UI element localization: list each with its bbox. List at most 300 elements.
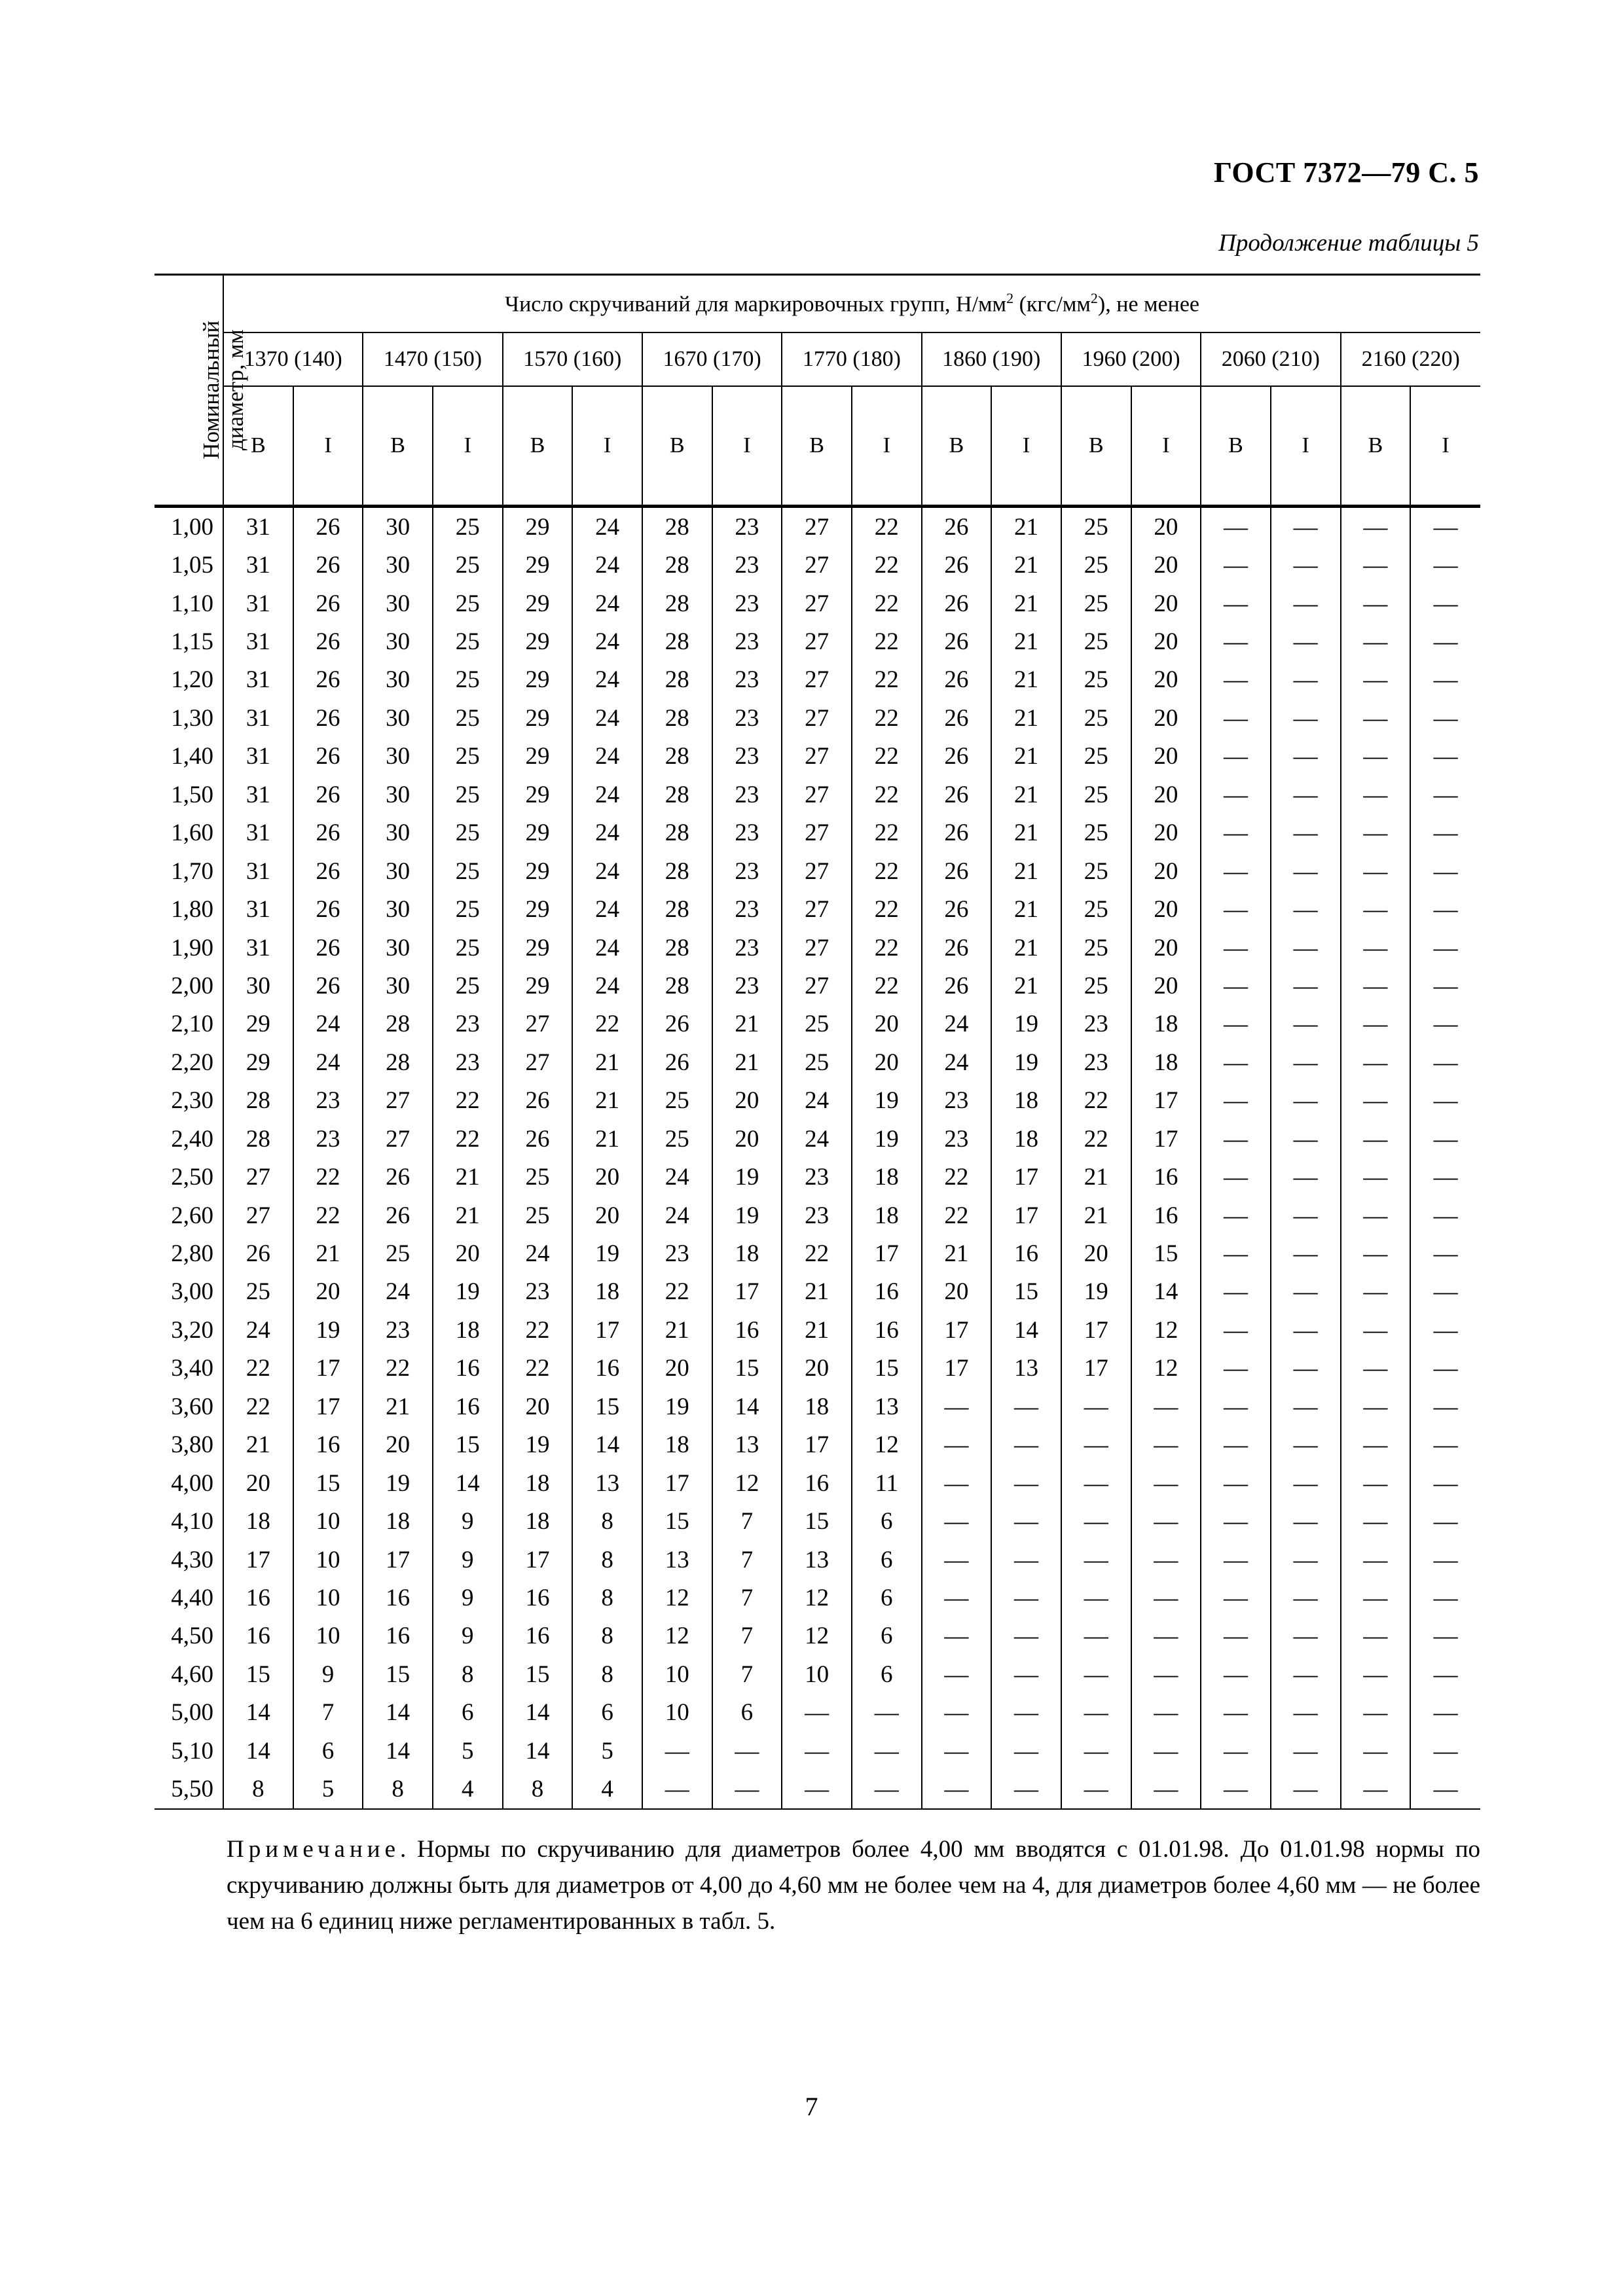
value-cell: 23 <box>712 929 782 967</box>
value-cell: — <box>1271 1770 1341 1808</box>
diameter-cell: 3,80 <box>155 1426 223 1464</box>
value-cell: — <box>1341 1350 1411 1388</box>
value-cell: 16 <box>503 1617 573 1655</box>
group-header <box>223 275 1480 333</box>
table-row <box>155 929 1480 967</box>
value-cell: — <box>1271 546 1341 584</box>
value-cell: — <box>1433 513 1458 541</box>
value-cell: — <box>922 1655 992 1693</box>
value-cell: 25 <box>1061 738 1131 776</box>
value-cell: 20 <box>572 1158 642 1196</box>
value-cell: 28 <box>363 1043 433 1081</box>
value-cell: 31 <box>223 507 293 547</box>
value-cell: 30 <box>363 929 433 967</box>
value-cell: 23 <box>712 699 782 737</box>
group-column-header: 1570 (160) <box>503 332 642 386</box>
table-row <box>155 1426 1480 1464</box>
value-cell: 8 <box>503 1770 573 1808</box>
value-cell: 24 <box>572 584 642 622</box>
group-column-header: 1470 (150) <box>363 332 502 386</box>
value-cell: 6 <box>852 1541 922 1579</box>
value-cell: 20 <box>1131 890 1201 928</box>
value-cell: — <box>1433 1355 1458 1382</box>
document-code: ГОСТ 7372—79 С. 5 <box>1213 156 1479 188</box>
diameter-cell: 4,60 <box>155 1655 223 1693</box>
value-cell: 13 <box>642 1541 712 1579</box>
value-cell: 26 <box>293 661 363 699</box>
value-cell: — <box>1201 1579 1271 1617</box>
diameter-cell: 2,30 <box>155 1082 223 1120</box>
diameter-cell: 3,20 <box>155 1311 223 1349</box>
value-cell: 21 <box>991 507 1061 547</box>
value-cell: 23 <box>712 852 782 890</box>
table-row <box>155 1502 1480 1540</box>
value-cell: 10 <box>782 1655 852 1693</box>
value-cell: 20 <box>852 1043 922 1081</box>
diameter-cell: 4,40 <box>155 1579 223 1617</box>
value-cell: 25 <box>1061 967 1131 1005</box>
diameter-cell: 4,00 <box>155 1464 223 1502</box>
value-cell: — <box>991 1732 1061 1770</box>
value-cell: — <box>1061 1694 1131 1732</box>
diameter-cell: 5,50 <box>155 1770 223 1808</box>
value-cell: — <box>991 1617 1061 1655</box>
value-cell: 27 <box>782 776 852 814</box>
value-cell: — <box>1061 1617 1131 1655</box>
value-cell: 26 <box>503 1082 573 1120</box>
value-cell: 24 <box>572 738 642 776</box>
value-cell: — <box>1131 1732 1201 1770</box>
value-cell: 19 <box>1061 1273 1131 1311</box>
value-cell: — <box>1433 896 1458 924</box>
value-cell: 26 <box>922 584 992 622</box>
value-cell: 20 <box>1131 776 1201 814</box>
value-cell: 12 <box>1131 1350 1201 1388</box>
value-cell: 25 <box>782 1043 852 1081</box>
value-cell: — <box>1061 1732 1131 1770</box>
value-cell: — <box>1271 1120 1341 1158</box>
value-cell: — <box>1271 1350 1341 1388</box>
table-row <box>155 507 1480 547</box>
value-cell: 6 <box>433 1694 503 1732</box>
value-cell: 23 <box>712 967 782 1005</box>
value-cell: 12 <box>642 1617 712 1655</box>
value-cell: — <box>1201 622 1271 660</box>
diameter-cell: 3,60 <box>155 1388 223 1426</box>
value-cell: 22 <box>852 929 922 967</box>
value-cell: — <box>1271 1617 1341 1655</box>
diameter-cell: 1,20 <box>155 661 223 699</box>
value-cell: 21 <box>991 890 1061 928</box>
table-row <box>155 1694 1480 1732</box>
value-cell: 30 <box>363 890 433 928</box>
value-cell: 29 <box>503 890 573 928</box>
value-cell: — <box>1271 661 1341 699</box>
group-column-header: 2160 (220) <box>1341 332 1481 386</box>
value-cell: 24 <box>642 1196 712 1234</box>
value-cell: 18 <box>433 1311 503 1349</box>
value-cell: 18 <box>712 1234 782 1272</box>
value-cell: 10 <box>293 1541 363 1579</box>
value-cell: 24 <box>572 661 642 699</box>
value-cell: 23 <box>712 776 782 814</box>
value-cell: 10 <box>293 1502 363 1540</box>
value-cell: 19 <box>363 1464 433 1502</box>
value-cell: — <box>1201 776 1271 814</box>
value-cell: 23 <box>712 622 782 660</box>
value-cell: 21 <box>782 1273 852 1311</box>
value-cell: 27 <box>782 929 852 967</box>
value-cell: — <box>1341 776 1411 814</box>
value-cell: 16 <box>572 1350 642 1388</box>
value-cell: 19 <box>991 1043 1061 1081</box>
value-cell: 12 <box>782 1617 852 1655</box>
table-row <box>155 546 1480 584</box>
value-cell: 28 <box>642 929 712 967</box>
value-cell: 24 <box>223 1311 293 1349</box>
value-cell: 25 <box>433 776 503 814</box>
value-cell: — <box>1201 1234 1271 1272</box>
value-cell: 24 <box>572 967 642 1005</box>
table-row <box>155 967 1480 1005</box>
value-cell: — <box>1341 1502 1411 1540</box>
value-cell: 25 <box>503 1196 573 1234</box>
value-cell: 16 <box>712 1311 782 1349</box>
value-cell: — <box>1341 929 1411 967</box>
value-cell: 29 <box>503 967 573 1005</box>
superscript: 2 <box>1090 290 1098 307</box>
value-cell: 28 <box>642 776 712 814</box>
value-cell: 26 <box>642 1005 712 1043</box>
value-cell: 27 <box>503 1043 573 1081</box>
value-cell: — <box>1433 857 1458 885</box>
value-cell: — <box>1433 1316 1458 1344</box>
value-cell: — <box>922 1694 992 1732</box>
diameter-cell: 1,70 <box>155 852 223 890</box>
value-cell: 31 <box>223 852 293 890</box>
value-cell: — <box>1433 666 1458 694</box>
value-cell: — <box>991 1541 1061 1579</box>
value-cell: 20 <box>642 1350 712 1388</box>
value-cell: 14 <box>363 1732 433 1770</box>
value-cell: 26 <box>293 776 363 814</box>
diameter-cell: 3,40 <box>155 1350 223 1388</box>
page-number: 7 <box>805 2092 818 2121</box>
value-cell: 20 <box>1131 661 1201 699</box>
value-cell: 31 <box>223 814 293 852</box>
value-cell: — <box>1201 699 1271 737</box>
value-cell: 19 <box>712 1158 782 1196</box>
table-row <box>155 1196 1480 1234</box>
value-cell: 21 <box>433 1196 503 1234</box>
value-cell: 23 <box>293 1120 363 1158</box>
value-cell: — <box>1433 1125 1458 1153</box>
value-cell: 23 <box>922 1082 992 1120</box>
value-cell: — <box>922 1579 992 1617</box>
diameter-cell: 1,50 <box>155 776 223 814</box>
value-cell: 7 <box>712 1579 782 1617</box>
value-cell: 23 <box>1061 1005 1131 1043</box>
value-cell: 25 <box>223 1273 293 1311</box>
value-cell: — <box>1131 1426 1201 1464</box>
value-cell: 26 <box>922 776 992 814</box>
value-cell: 27 <box>782 507 852 547</box>
value-cell: 25 <box>1061 776 1131 814</box>
value-cell: 15 <box>572 1388 642 1426</box>
diameter-cell: 1,10 <box>155 584 223 622</box>
value-cell: — <box>1341 1234 1411 1272</box>
value-cell: 25 <box>503 1158 573 1196</box>
value-cell: 13 <box>852 1388 922 1426</box>
value-cell: 26 <box>922 738 992 776</box>
value-cell: 26 <box>293 929 363 967</box>
value-cell: 18 <box>852 1196 922 1234</box>
value-cell: 26 <box>363 1196 433 1234</box>
value-cell: 22 <box>503 1311 573 1349</box>
table-row <box>155 1464 1480 1502</box>
value-cell: 20 <box>503 1388 573 1426</box>
value-cell: 17 <box>852 1234 922 1272</box>
value-cell: — <box>922 1464 992 1502</box>
subcolumn-header: В <box>642 386 712 507</box>
value-cell: — <box>1341 890 1411 928</box>
value-cell: 29 <box>503 814 573 852</box>
diameter-cell: 5,10 <box>155 1732 223 1770</box>
value-cell: — <box>1433 1623 1458 1650</box>
subcolumn-header: I <box>852 386 922 507</box>
value-cell: 19 <box>712 1196 782 1234</box>
value-cell: — <box>1201 929 1271 967</box>
value-cell: 6 <box>852 1502 922 1540</box>
value-cell: 27 <box>782 584 852 622</box>
value-cell: 8 <box>572 1655 642 1693</box>
value-cell: — <box>1341 507 1411 547</box>
subcolumn-header: I <box>572 386 642 507</box>
value-cell: 25 <box>1061 929 1131 967</box>
value-cell: 27 <box>782 661 852 699</box>
value-cell: — <box>1433 1202 1458 1229</box>
value-cell: — <box>1341 584 1411 622</box>
value-cell: — <box>1061 1579 1131 1617</box>
value-cell: — <box>922 1388 992 1426</box>
value-cell: 31 <box>223 584 293 622</box>
value-cell: 31 <box>223 622 293 660</box>
value-cell: 28 <box>223 1082 293 1120</box>
value-cell: 26 <box>293 622 363 660</box>
table-row <box>155 890 1480 928</box>
value-cell: 17 <box>503 1541 573 1579</box>
table-row <box>155 776 1480 814</box>
value-cell: 24 <box>572 546 642 584</box>
table-continuation-caption: Продолжение таблицы 5 <box>1218 230 1479 257</box>
value-cell: — <box>1061 1655 1131 1693</box>
note-label: Примечание <box>227 1836 400 1863</box>
diameter-cell: 4,10 <box>155 1502 223 1540</box>
subcolumn-header: В <box>1201 386 1271 507</box>
value-cell: — <box>1061 1502 1131 1540</box>
value-cell: 26 <box>922 507 992 547</box>
value-cell: 18 <box>503 1502 573 1540</box>
value-cell: — <box>1433 1699 1458 1727</box>
diameter-cell: 1,90 <box>155 929 223 967</box>
group-column-header: 1670 (170) <box>642 332 782 386</box>
value-cell: 16 <box>1131 1196 1201 1234</box>
value-cell: — <box>1201 1502 1271 1540</box>
value-cell: 23 <box>712 661 782 699</box>
value-cell: 8 <box>572 1617 642 1655</box>
value-cell: 30 <box>363 661 433 699</box>
value-cell: 14 <box>503 1694 573 1732</box>
value-cell: 8 <box>223 1770 293 1808</box>
value-cell: — <box>1271 1311 1341 1349</box>
value-cell: 6 <box>852 1617 922 1655</box>
value-cell: 28 <box>642 546 712 584</box>
value-cell: — <box>1433 590 1458 617</box>
value-cell: 24 <box>642 1158 712 1196</box>
torsion-table <box>155 274 1480 1813</box>
value-cell: 18 <box>642 1426 712 1464</box>
value-cell: 26 <box>293 890 363 928</box>
value-cell: 29 <box>223 1043 293 1081</box>
value-cell: 17 <box>363 1541 433 1579</box>
value-cell: — <box>1341 1617 1411 1655</box>
value-cell: 18 <box>1131 1005 1201 1043</box>
value-cell: 20 <box>223 1464 293 1502</box>
value-cell: 22 <box>922 1158 992 1196</box>
value-cell: — <box>1433 704 1458 732</box>
value-cell: — <box>1433 552 1458 579</box>
value-cell: 6 <box>712 1694 782 1732</box>
table-row <box>155 1770 1480 1808</box>
value-cell: 22 <box>852 890 922 928</box>
value-cell: 25 <box>433 584 503 622</box>
diameter-cell: 2,40 <box>155 1120 223 1158</box>
value-cell: 24 <box>572 507 642 547</box>
value-cell: — <box>782 1770 852 1808</box>
value-cell: 21 <box>782 1311 852 1349</box>
value-cell: — <box>1433 1546 1458 1573</box>
value-cell: — <box>1201 1464 1271 1502</box>
value-cell: — <box>1201 814 1271 852</box>
table-row <box>155 1120 1480 1158</box>
value-cell: — <box>1271 1464 1341 1502</box>
value-cell: 17 <box>782 1426 852 1464</box>
value-cell: 25 <box>1061 852 1131 890</box>
value-cell: — <box>1271 1082 1341 1120</box>
diameter-cell: 2,10 <box>155 1005 223 1043</box>
value-cell: 24 <box>782 1082 852 1120</box>
value-cell: 25 <box>433 661 503 699</box>
value-cell: 26 <box>922 890 992 928</box>
value-cell: 4 <box>572 1770 642 1808</box>
value-cell: 21 <box>572 1082 642 1120</box>
subcolumn-header: В <box>922 386 992 507</box>
value-cell: 28 <box>642 890 712 928</box>
value-cell: 17 <box>991 1158 1061 1196</box>
group-column-header: 1370 (140) <box>223 332 363 386</box>
value-cell: 16 <box>991 1234 1061 1272</box>
value-cell: 18 <box>223 1502 293 1540</box>
value-cell: 4 <box>433 1770 503 1808</box>
value-cell: 26 <box>503 1120 573 1158</box>
value-cell: — <box>1433 934 1458 961</box>
value-cell: — <box>1341 1196 1411 1234</box>
value-cell: 21 <box>991 738 1061 776</box>
value-cell: — <box>1201 1617 1271 1655</box>
value-cell: 25 <box>1061 546 1131 584</box>
value-cell: 10 <box>293 1579 363 1617</box>
value-cell: 21 <box>433 1158 503 1196</box>
value-cell: 15 <box>991 1273 1061 1311</box>
value-cell: 22 <box>503 1350 573 1388</box>
value-cell: 26 <box>293 967 363 1005</box>
table-row <box>155 738 1480 776</box>
value-cell: 10 <box>293 1617 363 1655</box>
value-cell: 24 <box>572 890 642 928</box>
value-cell: — <box>852 1770 922 1808</box>
value-cell: 29 <box>503 738 573 776</box>
value-cell: 13 <box>572 1464 642 1502</box>
subcolumn-header: I <box>991 386 1061 507</box>
value-cell: 22 <box>852 776 922 814</box>
group-column-header: 2060 (210) <box>1201 332 1340 386</box>
value-cell: 27 <box>223 1158 293 1196</box>
value-cell: — <box>1271 1426 1341 1464</box>
value-cell: 21 <box>572 1043 642 1081</box>
value-cell: 31 <box>223 776 293 814</box>
value-cell: 6 <box>572 1694 642 1732</box>
value-cell: 20 <box>1131 929 1201 967</box>
note-text: . Нормы по скручиванию для диаметров более 4,00 мм вводятся с 01.01.98. До 01.01.98 нормы по скручиванию должны быть для диаметров от 4,00 до 4,60 мм не более чем на 4, для диаметров более 4,60 мм — не более чем на 6 единиц ниже регламентированных в табл. 5. <box>227 1836 1480 1935</box>
value-cell: 28 <box>642 738 712 776</box>
value-cell: — <box>1341 1732 1411 1770</box>
value-cell: — <box>1201 1541 1271 1579</box>
value-cell: 23 <box>503 1273 573 1311</box>
value-cell: — <box>1201 661 1271 699</box>
value-cell: — <box>1341 967 1411 1005</box>
value-cell: 22 <box>782 1234 852 1272</box>
value-cell: — <box>1433 1164 1458 1191</box>
value-cell: 26 <box>922 622 992 660</box>
value-cell: — <box>1433 1393 1458 1420</box>
value-cell: 21 <box>991 852 1061 890</box>
value-cell: 22 <box>223 1388 293 1426</box>
group-column-header: 1960 (200) <box>1061 332 1201 386</box>
value-cell: 17 <box>1131 1082 1201 1120</box>
value-cell: 28 <box>642 507 712 547</box>
value-cell: — <box>1201 852 1271 890</box>
value-cell: — <box>852 1694 922 1732</box>
value-cell: 22 <box>852 738 922 776</box>
value-cell: 20 <box>1131 814 1201 852</box>
value-cell: — <box>1201 1196 1271 1234</box>
value-cell: 12 <box>1131 1311 1201 1349</box>
value-cell: 31 <box>223 699 293 737</box>
value-cell: 13 <box>991 1350 1061 1388</box>
value-cell: 20 <box>1061 1234 1131 1272</box>
value-cell: — <box>1061 1541 1131 1579</box>
table-row <box>155 814 1480 852</box>
table-row <box>155 1158 1480 1196</box>
value-cell: 22 <box>852 507 922 547</box>
value-cell: 18 <box>1131 1043 1201 1081</box>
value-cell: 22 <box>852 814 922 852</box>
table-row <box>155 1311 1480 1349</box>
value-cell: — <box>712 1732 782 1770</box>
value-cell: 5 <box>293 1770 363 1808</box>
value-cell: — <box>1201 1273 1271 1311</box>
value-cell: 8 <box>363 1770 433 1808</box>
